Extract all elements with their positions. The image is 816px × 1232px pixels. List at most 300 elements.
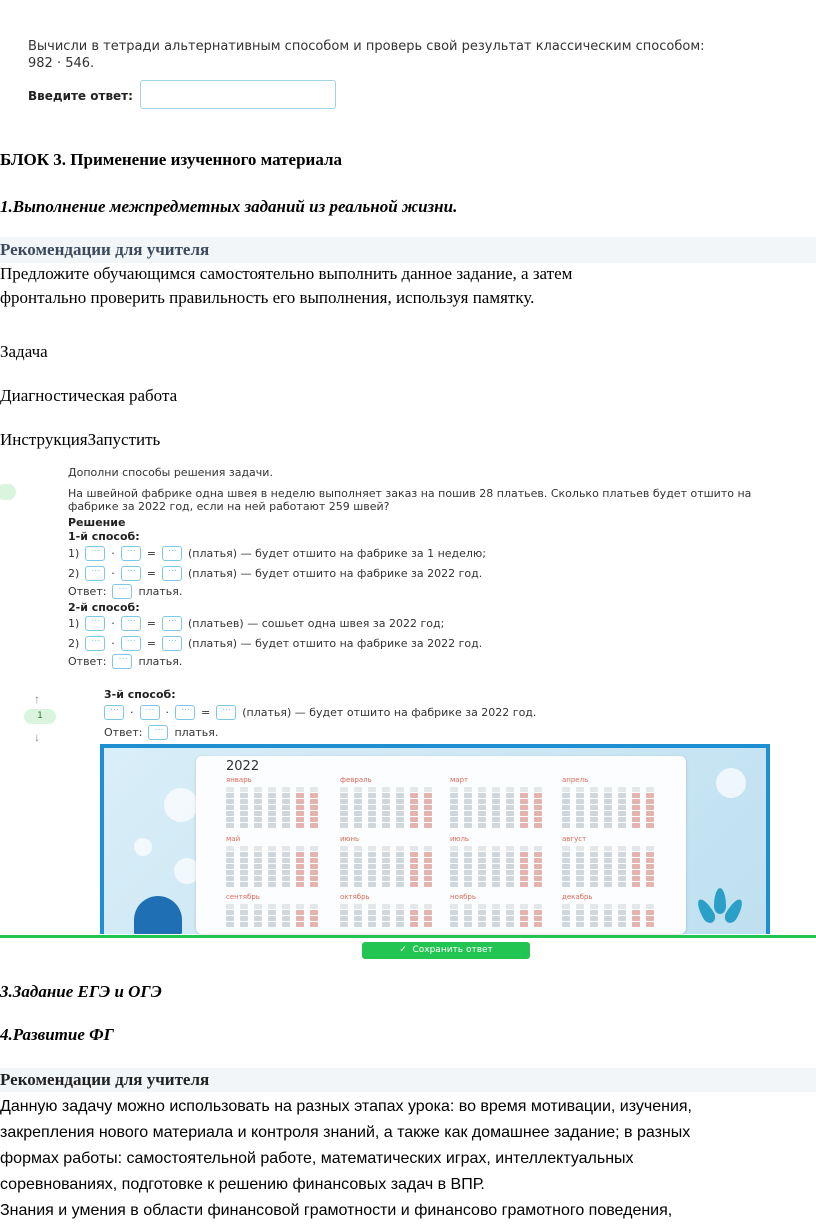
calendar-month (450, 835, 556, 887)
calendar-day-cell (282, 799, 290, 804)
calendar-day-cell (618, 817, 626, 822)
calendar-day-cell (226, 870, 234, 875)
calendar-day-cell (604, 870, 612, 875)
task-prompt-line1: Вычисли в тетради альтернативным способом и проверь свой результат классическим способом: (28, 39, 705, 54)
section4-title: 4.Развитие ФГ (0, 1025, 114, 1044)
calendar-day-cell (464, 823, 472, 828)
calendar-day-cell (282, 922, 290, 927)
calendar-day-cell (310, 799, 318, 804)
calendar-day-cell (506, 799, 514, 804)
calendar-day-cell (604, 904, 612, 909)
calendar-day-cell (506, 876, 514, 881)
calendar-day-cell (506, 870, 514, 875)
row-text: (платьев) — сошьет одна швея за 2022 год; (188, 617, 445, 630)
calendar-day-cell (534, 846, 542, 851)
calendar-day-cell (492, 852, 500, 857)
calendar-day-cell (296, 823, 304, 828)
calendar-day-cell (268, 882, 276, 887)
calendar-month-name: сентябрь (226, 893, 260, 901)
row-number: 2) (68, 637, 80, 650)
calendar-day-cell (478, 858, 486, 863)
way2-answer (68, 654, 182, 669)
calendar-year: 2022 (226, 759, 260, 774)
recommendation-line: закрепления нового материала и контроля знаний, а также как домашнее задание; в разных (0, 1124, 691, 1141)
way3-row (104, 705, 536, 720)
calendar-day-cell (646, 922, 654, 927)
calendar-day-cell (520, 904, 528, 909)
calendar-day-cell (632, 870, 640, 875)
calendar-day-cell (534, 916, 542, 921)
calendar-day-cell (254, 823, 262, 828)
calendar-day-cell (590, 876, 598, 881)
task-prompt (28, 38, 788, 72)
calendar-day-cell (368, 846, 376, 851)
calendar-day-cell (424, 799, 432, 804)
blank-input[interactable] (216, 705, 236, 720)
calendar-day-cell (506, 922, 514, 927)
calendar-day-cell (534, 799, 542, 804)
calendar-day-cell (396, 793, 404, 798)
calendar-day-cell (368, 882, 376, 887)
calendar-day-cell (618, 858, 626, 863)
problem-line: фабрике за 2022 год, если на ней работают 259 швей? (68, 500, 390, 513)
calendar-day-cell (254, 817, 262, 822)
blank-input[interactable] (162, 636, 182, 651)
calendar-month-name: август (562, 835, 587, 843)
calendar-day-cell (618, 793, 626, 798)
calendar-day-cell (576, 823, 584, 828)
screenshot-problem (68, 487, 808, 513)
calendar-day-cell (296, 852, 304, 857)
calendar-day-cell (368, 910, 376, 915)
calendar-day-cell (240, 793, 248, 798)
calendar-day-cell (450, 811, 458, 816)
calendar-day-cell (296, 817, 304, 822)
calendar-day-grid (562, 846, 668, 887)
calendar-day-cell (506, 910, 514, 915)
blank-input[interactable] (112, 584, 132, 599)
calendar-day-cell (268, 811, 276, 816)
nav-page-indicator[interactable]: 1 (24, 709, 56, 724)
calendar-day-cell (646, 787, 654, 792)
calendar-day-cell (240, 811, 248, 816)
calendar-day-cell (632, 805, 640, 810)
calendar-day-cell (424, 787, 432, 792)
calendar-day-cell (492, 811, 500, 816)
calendar-day-cell (604, 793, 612, 798)
calendar-day-cell (310, 793, 318, 798)
calendar-day-cell (464, 882, 472, 887)
calendar-month (562, 893, 668, 927)
calendar-day-cell (590, 864, 598, 869)
calendar-day-cell (282, 793, 290, 798)
calendar-day-cell (604, 876, 612, 881)
calendar-day-cell (646, 904, 654, 909)
calendar-day-cell (604, 811, 612, 816)
calendar-day-cell (240, 910, 248, 915)
calendar-day-cell (410, 823, 418, 828)
calendar-day-cell (410, 799, 418, 804)
section1-title: 1.Выполнение межпредметных заданий из реальной жизни. (0, 197, 458, 216)
calendar-day-cell (576, 876, 584, 881)
calendar-day-cell (368, 858, 376, 863)
calendar-day-cell (354, 805, 362, 810)
calendar-day-cell (590, 793, 598, 798)
calendar-day-cell (382, 922, 390, 927)
calendar-day-cell (254, 876, 262, 881)
operator-equals: = (146, 617, 157, 630)
calendar-day-cell (240, 858, 248, 863)
calendar-day-cell (354, 811, 362, 816)
calendar-day-cell (590, 817, 598, 822)
calendar-day-cell (632, 876, 640, 881)
calendar-day-cell (282, 910, 290, 915)
calendar-day-cell (240, 922, 248, 927)
calendar-day-cell (340, 811, 348, 816)
calendar-day-cell (562, 870, 570, 875)
calendar-day-cell (520, 922, 528, 927)
calendar-day-cell (450, 817, 458, 822)
blank-input[interactable] (121, 636, 141, 651)
blank-input[interactable] (104, 705, 124, 720)
calendar-day-cell (450, 793, 458, 798)
calendar-day-cell (296, 870, 304, 875)
calendar-day-cell (618, 876, 626, 881)
calendar-day-cell (464, 864, 472, 869)
save-answer-label: Сохранить ответ (412, 945, 493, 955)
calendar-month (450, 776, 556, 828)
calendar-day-cell (520, 817, 528, 822)
calendar-day-grid (226, 904, 332, 927)
blank-input[interactable] (175, 705, 195, 720)
calendar-day-cell (618, 882, 626, 887)
calendar-day-cell (646, 823, 654, 828)
calendar-day-cell (354, 793, 362, 798)
calendar-day-cell (520, 876, 528, 881)
calendar-day-cell (254, 846, 262, 851)
operator-dot: · (111, 637, 115, 650)
calendar-day-cell (282, 805, 290, 810)
answer-unit: платья. (138, 655, 183, 668)
calendar-day-cell (534, 787, 542, 792)
calendar-day-cell (562, 793, 570, 798)
calendar-day-cell (310, 817, 318, 822)
calendar-day-cell (618, 799, 626, 804)
calendar-day-cell (450, 799, 458, 804)
calendar-day-cell (424, 823, 432, 828)
calendar-day-cell (282, 858, 290, 863)
calendar-month (562, 776, 668, 828)
calendar-day-cell (424, 811, 432, 816)
calendar-day-cell (340, 799, 348, 804)
decor-bubble (164, 788, 198, 822)
calendar-day-cell (590, 787, 598, 792)
calendar-day-cell (562, 805, 570, 810)
calendar-day-cell (226, 817, 234, 822)
calendar-day-cell (410, 852, 418, 857)
calendar-day-cell (254, 922, 262, 927)
calendar-day-cell (340, 870, 348, 875)
nav-down-arrow-icon[interactable]: ↓ (34, 730, 40, 744)
calendar-day-cell (464, 787, 472, 792)
calendar-day-cell (310, 846, 318, 851)
operator-dot: · (130, 706, 134, 719)
blank-input[interactable] (112, 654, 132, 669)
calendar-day-cell (226, 793, 234, 798)
calendar-day-cell (424, 858, 432, 863)
blank-input[interactable] (85, 546, 105, 561)
calendar-day-cell (424, 793, 432, 798)
calendar-day-cell (268, 858, 276, 863)
calendar-day-cell (464, 852, 472, 857)
calendar-day-cell (310, 916, 318, 921)
blank-input[interactable] (121, 616, 141, 631)
calendar-day-cell (646, 882, 654, 887)
calendar-day-cell (396, 910, 404, 915)
calendar-day-cell (354, 870, 362, 875)
calendar-day-cell (254, 870, 262, 875)
calendar-day-cell (534, 876, 542, 881)
calendar-day-cell (576, 799, 584, 804)
calendar-day-cell (282, 876, 290, 881)
calendar-day-cell (604, 864, 612, 869)
calendar-month-name: июль (450, 835, 470, 843)
way2-row2 (68, 636, 482, 651)
calendar-day-cell (492, 870, 500, 875)
calendar-day-cell (506, 864, 514, 869)
calendar-day-cell (240, 904, 248, 909)
calendar-day-cell (646, 846, 654, 851)
calendar-day-cell (396, 876, 404, 881)
calendar-day-grid (340, 846, 446, 887)
calendar-day-cell (618, 916, 626, 921)
calendar-day-cell (254, 858, 262, 863)
answer-input[interactable] (140, 80, 336, 109)
link-diagnostic-work[interactable]: Диагностическая работа (0, 386, 178, 405)
calendar-day-cell (520, 846, 528, 851)
calendar-day-cell (382, 793, 390, 798)
calendar-day-cell (450, 882, 458, 887)
calendar-day-cell (410, 864, 418, 869)
link-task[interactable]: Задача (0, 342, 48, 361)
calendar-day-cell (226, 846, 234, 851)
calendar-day-cell (576, 817, 584, 822)
blank-input[interactable] (85, 616, 105, 631)
calendar-day-cell (618, 852, 626, 857)
solution-label: Решение (68, 516, 126, 529)
way1-answer (68, 584, 182, 599)
calendar-day-cell (240, 799, 248, 804)
calendar-day-cell (410, 904, 418, 909)
calendar-month-name: январь (226, 776, 252, 784)
calendar-day-cell (282, 870, 290, 875)
calendar-day-cell (450, 864, 458, 869)
calendar-day-cell (310, 864, 318, 869)
calendar-day-grid (450, 846, 556, 887)
calendar-day-cell (534, 805, 542, 810)
calendar-day-cell (354, 882, 362, 887)
calendar-day-cell (268, 787, 276, 792)
calendar-day-cell (450, 787, 458, 792)
calendar-day-cell (646, 916, 654, 921)
calendar-day-cell (590, 858, 598, 863)
recommendation-line: фронтально проверить правильность его выполнения, используя памятку. (0, 288, 535, 307)
calendar-day-grid (450, 787, 556, 828)
calendar-day-cell (310, 858, 318, 863)
blank-input[interactable] (121, 566, 141, 581)
calendar-day-cell (646, 805, 654, 810)
calendar-day-cell (646, 817, 654, 822)
recommendation-line: Знания и умения в области финансовой грамотности и финансово грамотного поведения, (0, 1202, 673, 1219)
blank-input[interactable] (85, 566, 105, 581)
calendar-day-cell (354, 858, 362, 863)
operator-equals: = (146, 637, 157, 650)
calendar-day-cell (646, 876, 654, 881)
calendar-day-cell (424, 922, 432, 927)
calendar-day-cell (310, 852, 318, 857)
calendar-day-cell (618, 805, 626, 810)
blank-input[interactable] (162, 566, 182, 581)
calendar-day-cell (464, 811, 472, 816)
calendar-day-cell (646, 910, 654, 915)
calendar-day-cell (310, 922, 318, 927)
calendar-day-cell (520, 852, 528, 857)
blank-input[interactable] (162, 546, 182, 561)
link-instruction-launch[interactable]: ИнструкцияЗапустить (0, 430, 161, 449)
calendar-day-cell (478, 922, 486, 927)
calendar-day-cell (520, 805, 528, 810)
calendar-day-cell (254, 852, 262, 857)
calendar-day-cell (534, 910, 542, 915)
calendar-day-cell (590, 922, 598, 927)
calendar-day-cell (240, 852, 248, 857)
answer-label: Ответ: (68, 655, 107, 668)
calendar-day-cell (226, 916, 234, 921)
calendar-day-cell (618, 811, 626, 816)
calendar-day-cell (506, 904, 514, 909)
calendar-day-cell (576, 787, 584, 792)
calendar-day-cell (478, 823, 486, 828)
calendar-day-cell (424, 870, 432, 875)
calendar-day-cell (562, 882, 570, 887)
calendar-day-cell (424, 852, 432, 857)
calendar-day-cell (604, 787, 612, 792)
decor-bubble (716, 768, 746, 798)
calendar-day-cell (310, 876, 318, 881)
calendar-day-cell (296, 787, 304, 792)
calendar-day-cell (562, 904, 570, 909)
calendar-month-name: декабрь (562, 893, 593, 901)
calendar-day-cell (478, 799, 486, 804)
calendar-day-cell (354, 916, 362, 921)
calendar-day-cell (478, 793, 486, 798)
calendar-day-cell (478, 805, 486, 810)
calendar-day-cell (282, 904, 290, 909)
calendar-day-cell (492, 876, 500, 881)
calendar-day-cell (296, 793, 304, 798)
calendar-day-cell (604, 922, 612, 927)
calendar-month-name: март (450, 776, 469, 784)
calendar-day-cell (562, 864, 570, 869)
calendar-day-cell (368, 870, 376, 875)
calendar-day-cell (354, 823, 362, 828)
nav-up-arrow-icon[interactable]: ↑ (34, 692, 40, 706)
calendar-day-cell (296, 864, 304, 869)
calendar-day-cell (382, 846, 390, 851)
calendar-day-cell (396, 916, 404, 921)
blank-input[interactable] (121, 546, 141, 561)
calendar-day-cell (590, 811, 598, 816)
calendar-day-cell (646, 799, 654, 804)
calendar-day-cell (492, 846, 500, 851)
calendar-day-grid (562, 904, 668, 927)
calendar-day-cell (296, 922, 304, 927)
calendar-month (340, 835, 446, 887)
calendar-day-cell (492, 787, 500, 792)
calendar-day-cell (268, 852, 276, 857)
calendar-day-cell (340, 922, 348, 927)
blank-input[interactable] (148, 725, 168, 740)
calendar-day-cell (424, 910, 432, 915)
save-answer-button[interactable] (362, 942, 530, 959)
calendar-day-cell (646, 793, 654, 798)
calendar-day-cell (492, 882, 500, 887)
calendar-day-cell (254, 805, 262, 810)
calendar-day-cell (576, 882, 584, 887)
calendar-day-cell (382, 852, 390, 857)
calendar-day-cell (506, 882, 514, 887)
separator-bar (0, 935, 816, 938)
calendar-day-cell (464, 858, 472, 863)
calendar-day-cell (382, 811, 390, 816)
calendar-day-cell (464, 876, 472, 881)
calendar-day-cell (604, 846, 612, 851)
calendar-day-cell (226, 805, 234, 810)
blank-input[interactable] (162, 616, 182, 631)
screenshot-intro: Дополни способы решения задачи. (68, 466, 273, 479)
calendar-day-cell (368, 904, 376, 909)
calendar-day-cell (226, 787, 234, 792)
calendar-day-cell (368, 805, 376, 810)
calendar-day-cell (226, 882, 234, 887)
calendar-day-cell (632, 793, 640, 798)
calendar-day-cell (590, 852, 598, 857)
calendar-day-cell (382, 817, 390, 822)
calendar-day-cell (226, 811, 234, 816)
operator-equals: = (146, 567, 157, 580)
calendar-day-cell (410, 811, 418, 816)
calendar-day-cell (618, 787, 626, 792)
calendar-day-cell (396, 811, 404, 816)
calendar-day-cell (368, 864, 376, 869)
calendar-day-cell (282, 882, 290, 887)
calendar-day-cell (296, 904, 304, 909)
calendar-day-cell (254, 787, 262, 792)
blank-input[interactable] (140, 705, 160, 720)
calendar-day-cell (450, 852, 458, 857)
calendar-day-cell (410, 787, 418, 792)
calendar-day-cell (450, 805, 458, 810)
blank-input[interactable] (85, 636, 105, 651)
calendar-day-cell (282, 817, 290, 822)
calendar-day-cell (478, 904, 486, 909)
calendar-day-cell (268, 823, 276, 828)
calendar-day-cell (590, 799, 598, 804)
calendar-day-cell (268, 910, 276, 915)
calendar-day-cell (562, 846, 570, 851)
calendar-day-cell (618, 904, 626, 909)
calendar-month-name: ноябрь (450, 893, 476, 901)
